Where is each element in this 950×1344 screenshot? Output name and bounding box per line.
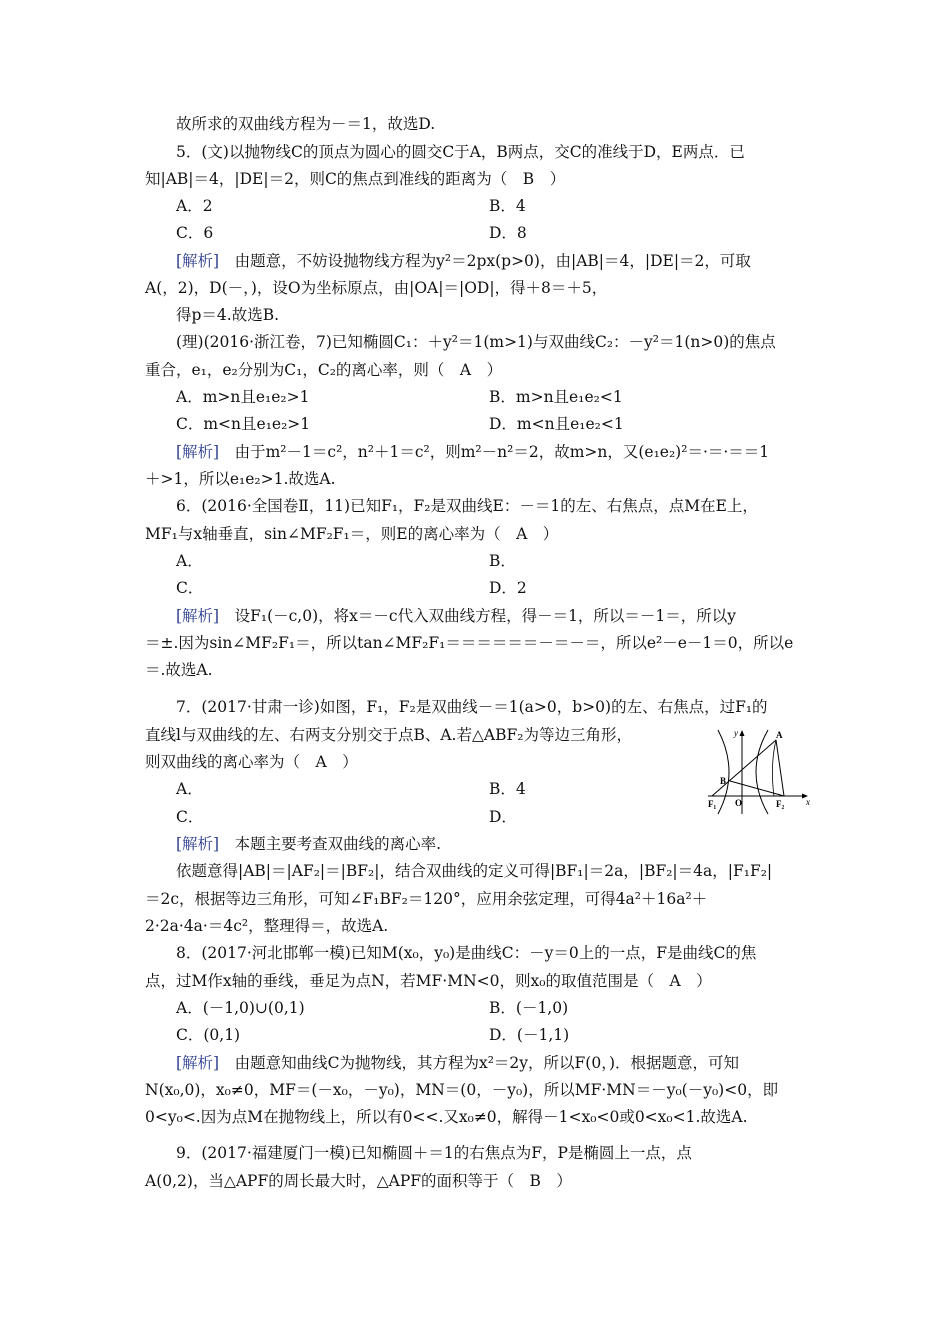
text-line	[176, 251, 751, 271]
y-axis-arrow	[740, 730, 745, 736]
hyperbola-right-branch	[756, 730, 768, 814]
text-line	[489, 387, 623, 407]
text-line	[489, 779, 526, 799]
analysis-tag: [解析]	[176, 252, 220, 270]
text-line	[176, 779, 203, 799]
label-O: O	[735, 798, 743, 808]
text-line	[145, 633, 793, 653]
line-text: 9．(2017·福建厦门一模)已知椭圆＋＝1的右焦点为F，P是椭圆上一点，点	[176, 1144, 692, 1162]
text-line	[145, 916, 388, 936]
line-text: D．2	[489, 579, 527, 597]
text-line	[176, 414, 310, 434]
line-text: C．m<n且e₁e₂>1	[176, 415, 311, 433]
analysis-tag: [解析]	[176, 1054, 220, 1072]
text-line	[176, 387, 309, 407]
line-text: 重合，e₁，e₂分别为C₁，C₂的离心率，则（ A ）	[145, 361, 503, 379]
line-text: D．(－1,1)	[489, 1026, 570, 1044]
text-line	[145, 1080, 778, 1100]
line-l	[712, 740, 776, 796]
line-text: 2·2a·4a·＝4c²，整理得＝，故选A.	[145, 917, 389, 935]
text-line	[489, 196, 526, 216]
line-text: 直线l与双曲线的左、右两支分别交于点B、A.若△ABF₂为等边三角形，	[145, 726, 632, 744]
line-text: 由于m²－1＝c²，n²＋1＝c²，则m²－n²＝2，故m>n，又(e₁e₂)²＝·＝·＝＝1	[219, 443, 770, 461]
line-text: C．	[176, 579, 204, 597]
line-text: 0<y₀<.因为点M在抛物线上，所以有0<<.又x₀≠0，解得－1<x₀<0或0<x₀<1.故选A.	[145, 1108, 748, 1126]
text-line	[489, 551, 516, 571]
label-F1: F₁	[708, 799, 717, 809]
line-text: ＋>1，所以e₁e₂>1.故选A.	[145, 470, 336, 488]
text-line	[176, 578, 203, 598]
line-text: 5．(文)以抛物线C的顶点为圆心的圆交C于A，B两点，交C的准线于D，E两点．已	[176, 143, 745, 161]
text-line	[145, 1171, 572, 1191]
line-text: ＝2c，根据等边三角形，可知∠F₁BF₂＝120°，应用余弦定理，可得4a²＋16a²＋	[145, 890, 708, 908]
text-line	[176, 114, 435, 134]
label-B: B	[720, 776, 727, 786]
line-text: B．	[489, 552, 516, 570]
line-text: C．	[176, 808, 204, 826]
text-line	[489, 223, 527, 243]
line-text: D．8	[489, 224, 527, 242]
text-line	[145, 971, 712, 991]
label-F2: F₂	[776, 799, 785, 809]
line-text: A．	[176, 780, 203, 798]
text-line	[145, 1107, 748, 1127]
text-line	[176, 551, 203, 571]
text-line	[145, 169, 565, 189]
text-line	[176, 834, 441, 854]
line-text: 由题意知曲线C为抛物线，其方程为x²＝2y，所以F(0，)．根据题意，可知	[219, 1054, 740, 1072]
line-text: 则双曲线的离心率为（ A ）	[145, 753, 358, 771]
line-text: A(，2)，D(－，)，设O为坐标原点，由|OA|＝|OD|，得＋8＝＋5，	[145, 279, 608, 297]
segment-A-curve	[772, 740, 776, 796]
line-text: 得p＝4.故选B.	[176, 306, 280, 324]
line-text: A．2	[176, 197, 213, 215]
line-text: 设F₁(－c,0)，将x＝－c代入双曲线方程，得－＝1，所以＝－1＝，所以y	[219, 607, 737, 625]
line-text: 知|AB|＝4，|DE|＝2，则C的焦点到准线的距离为（ B ）	[145, 170, 566, 188]
line-text: 7．(2017·甘肃一诊)如图，F₁，F₂是双曲线－＝1(a>0，b>0)的左、右焦点，过F₁的	[176, 698, 768, 716]
text-line	[176, 697, 768, 717]
text-line	[176, 1053, 739, 1073]
line-text: D．m<n且e₁e₂<1	[489, 415, 624, 433]
line-text: 由题意，不妨设抛物线方程为y²＝2px(p>0)，由|AB|＝4，|DE|＝2，可取	[219, 252, 751, 270]
text-line	[176, 998, 305, 1018]
line-text: A．m>n且e₁e₂>1	[176, 388, 310, 406]
text-line	[176, 606, 736, 626]
analysis-tag: [解析]	[176, 607, 220, 625]
line-text: C．(0,1)	[176, 1026, 241, 1044]
text-line	[489, 1025, 569, 1045]
line-text: B．m>n且e₁e₂<1	[489, 388, 623, 406]
text-line	[176, 142, 745, 162]
text-line	[489, 414, 624, 434]
text-line	[176, 807, 203, 827]
text-line	[145, 889, 707, 909]
line-text: B．4	[489, 780, 526, 798]
text-line	[176, 442, 769, 462]
line-text: A．	[176, 552, 203, 570]
line-text: ＝.故选A.	[145, 661, 213, 679]
hyperbola-figure	[708, 726, 814, 816]
text-line	[176, 223, 213, 243]
text-line	[145, 278, 607, 298]
text-line	[145, 752, 358, 772]
line-text: MF₁与x轴垂直，sin∠MF₂F₁＝，则E的离心率为（ A ）	[145, 525, 559, 543]
line-text: A．(－1,0)∪(0,1)	[176, 999, 305, 1017]
line-text: 依题意得|AB|＝|AF₂|＝|BF₂|，结合双曲线的定义可得|BF₁|＝2a，|BF₂|＝4a，|F₁F₂|	[176, 862, 773, 880]
text-line	[489, 998, 568, 1018]
line-text: (理)(2016·浙江卷，7)已知椭圆C₁：＋y²＝1(m>1)与双曲线C₂：－y²＝1(n>0)的焦点	[176, 333, 776, 351]
label-A: A	[776, 730, 783, 740]
line-text: B．(－1,0)	[489, 999, 569, 1017]
line-text: D．	[489, 808, 517, 826]
text-line	[176, 305, 279, 325]
line-text: 故所求的双曲线方程为－＝1，故选D.	[176, 115, 436, 133]
line-text: 本题主要考查双曲线的离心率.	[219, 835, 442, 853]
text-line	[176, 196, 213, 216]
line-text: A(0,2)，当△APF的周长最大时，△APF的面积等于（ B ）	[145, 1172, 572, 1190]
line-text: ＝±.因为sin∠MF₂F₁＝，所以tan∠MF₂F₁＝＝＝＝＝＝－＝－＝，所以e²－e－1＝0，所以e	[145, 634, 794, 652]
text-line	[176, 943, 756, 963]
hyperbola-left-branch	[718, 730, 729, 814]
text-line	[145, 469, 336, 489]
text-line	[489, 807, 517, 827]
label-x: x	[806, 797, 810, 807]
line-text: N(x₀,0)，x₀≠0，MF＝(－x₀，－y₀)，MN＝(0，－y₀)，所以MF·MN＝－y₀(－y₀)<0，即	[145, 1081, 779, 1099]
text-line	[145, 725, 632, 745]
text-line	[145, 524, 558, 544]
label-y: y	[734, 728, 738, 738]
text-line	[145, 360, 502, 380]
text-line	[145, 660, 213, 680]
text-line	[176, 861, 772, 881]
text-line	[489, 578, 527, 598]
line-text: 点，过M作x轴的垂线，垂足为点N，若MF·MN<0，则x₀的取值范围是（ A ）	[145, 972, 712, 990]
line-text: 6．(2016·全国卷Ⅱ，11)已知F₁，F₂是双曲线E：－＝1的左、右焦点，点M在E上，	[176, 497, 758, 515]
segment-AF2	[776, 740, 784, 796]
text-line	[176, 1025, 240, 1045]
text-line	[176, 496, 758, 516]
line-text: B．4	[489, 197, 526, 215]
analysis-tag: [解析]	[176, 443, 220, 461]
text-line	[176, 1143, 692, 1163]
line-text: C．6	[176, 224, 214, 242]
analysis-tag: [解析]	[176, 835, 220, 853]
line-text: 8．(2017·河北邯郸一模)已知M(x₀，y₀)是曲线C：－y＝0上的一点，F是曲线C的焦	[176, 944, 757, 962]
text-line	[176, 332, 776, 352]
